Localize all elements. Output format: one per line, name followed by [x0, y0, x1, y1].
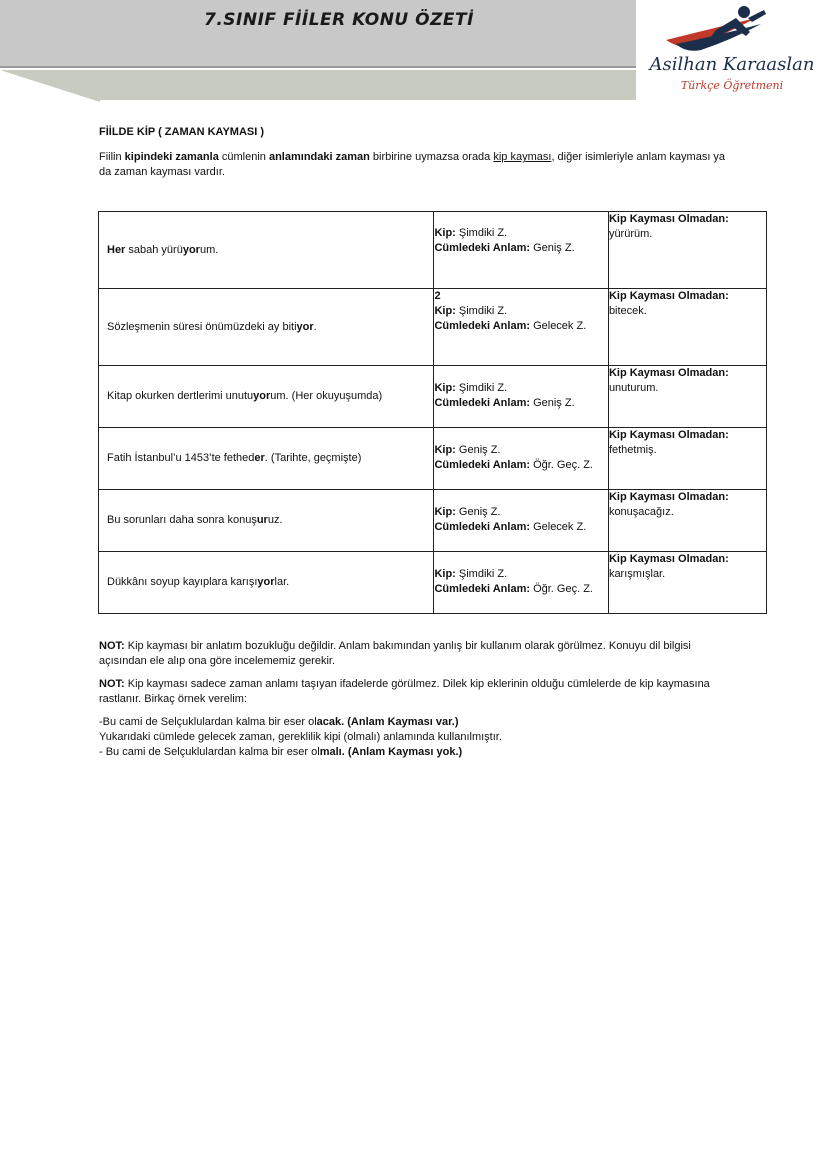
anlam-label: Cümledeki Anlam: — [434, 583, 531, 595]
sentence-bold: Her — [107, 243, 126, 256]
kip-label: Kip: — [434, 227, 456, 239]
kip-cell — [434, 289, 608, 366]
example-bold: acak. (Anlam Kayması var.) — [316, 716, 459, 728]
orig-label: Kip Kayması Olmadan: — [608, 429, 729, 441]
anlam-line — [434, 520, 607, 535]
sentence-text: ı — [254, 576, 258, 588]
kip-value: Şimdiki Z. — [455, 568, 508, 580]
anlam-label: Cümledeki Anlam: — [434, 242, 531, 254]
kip-line — [434, 381, 607, 396]
intro-bold: anlamındaki zaman — [268, 151, 370, 163]
orig-value: konuşacağız. — [608, 506, 674, 518]
sentence-text: Fatih İstanbul’u 1453’te fethed — [107, 452, 255, 464]
sentence-cell — [99, 212, 434, 289]
sentence-text: Dükkânı soyup kayıplara karış — [107, 576, 255, 588]
kip-cell — [434, 366, 608, 428]
anlam-line — [434, 241, 607, 256]
kip-line — [434, 505, 607, 520]
note-text: Kip kayması sadece zaman anlamı taşıyan ifadelerde görülmez. Dilek kip eklerinin olduğu cümlelerde de kip kaymasına rastlanır. Birkaç örnek verelim: — [99, 678, 710, 705]
sentence-text: uz. — [267, 514, 283, 526]
original-cell — [608, 366, 766, 428]
section-title: FİİLDE KİP ( ZAMAN KAYMASI ) — [99, 126, 265, 138]
table-row — [99, 212, 767, 289]
anlam-value: Gelecek Z. — [530, 320, 587, 332]
kip-table-body — [99, 212, 767, 614]
sentence-cell — [99, 490, 434, 552]
note-text: Kip kayması bir anlatım bozukluğu değildir. Anlam bakımından yanlış bir kullanım olarak görülmez. Konuyu dil bilgisi açısından ele alıp ona göre incelememiz gerekir. — [99, 640, 691, 667]
orig-label: Kip Kayması Olmadan: — [608, 367, 729, 379]
example-3 — [99, 745, 739, 760]
section-intro — [99, 125, 729, 180]
page-title: 7.SINIF FİİLER KONU ÖZETİ — [204, 10, 474, 30]
anlam-value: Öğr. Geç. Z. — [530, 583, 593, 595]
anlam-line — [434, 319, 607, 334]
runner-icon — [636, 0, 828, 60]
anlam-line — [434, 396, 607, 411]
orig-value: yürürüm. — [608, 228, 653, 240]
note-label: NOT: — [99, 678, 125, 690]
sentence-bold: yor — [257, 576, 275, 588]
kip-value: Şimdiki Z. — [455, 382, 508, 394]
note-2 — [99, 677, 739, 707]
example-1 — [99, 715, 739, 730]
anlam-label: Cümledeki Anlam: — [434, 320, 531, 332]
orig-label: Kip Kayması Olmadan: — [608, 553, 729, 565]
orig-value: unuturum. — [608, 382, 659, 394]
table-row — [99, 552, 767, 614]
example-2 — [99, 730, 739, 745]
sentence-text: lar. — [274, 576, 290, 588]
table-row — [99, 289, 767, 366]
orig-label: Kip Kayması Olmadan: — [608, 491, 729, 503]
anlam-line — [434, 458, 607, 473]
intro-underlined: kip kayması — [493, 151, 552, 163]
kip-info — [434, 366, 607, 411]
orig-value: bitecek. — [608, 305, 647, 317]
sentence-text: . — [313, 320, 317, 333]
note-label: NOT: — [99, 640, 125, 652]
anlam-label: Cümledeki Anlam: — [434, 521, 531, 533]
intro-paragraph — [99, 150, 729, 180]
sentence-text: Bu sorunları daha sonra konuş — [107, 514, 257, 526]
kip-cell — [434, 490, 608, 552]
header-strip — [96, 70, 730, 100]
kip-label: Kip: — [434, 506, 456, 518]
logo — [636, 0, 828, 104]
sentence-bold: yor — [182, 243, 200, 256]
kip-value: Şimdiki Z. — [455, 305, 508, 317]
kip-line — [434, 304, 607, 319]
kip-label: Kip: — [434, 568, 456, 580]
original-cell — [608, 212, 766, 289]
kip-line — [434, 443, 607, 458]
original-cell — [608, 552, 766, 614]
kip-line — [434, 226, 607, 241]
sentence-bold: yor — [296, 320, 314, 333]
original-cell — [608, 490, 766, 552]
sentence-text: sabah yürü — [125, 243, 183, 256]
sentence-bold: ur — [256, 514, 268, 526]
kip-info — [434, 552, 607, 597]
anlam-value: Geniş Z. — [530, 242, 575, 254]
sentence-text: um. (Her okuyuşumda) — [270, 390, 383, 402]
sentence-text: Kitap okurken dertlerimi unutu — [107, 390, 254, 402]
kip-cell — [434, 428, 608, 490]
orig-value: fethetmiş. — [608, 444, 657, 456]
row-marker: 2 — [434, 290, 441, 302]
example-bold: malı. (Anlam Kayması yok.) — [319, 746, 463, 758]
kip-cell — [434, 212, 608, 289]
intro-text: cümlenin — [218, 151, 269, 163]
sentence-cell — [99, 366, 434, 428]
header-decoration — [0, 70, 100, 102]
kip-value: Şimdiki Z. — [455, 227, 508, 239]
intro-text: Fiilin — [99, 151, 125, 163]
kip-label: Kip: — [434, 444, 456, 456]
sentence-bold: er — [254, 452, 265, 464]
anlam-value: Gelecek Z. — [530, 521, 587, 533]
sentence-cell — [99, 289, 434, 366]
logo-name: Asilhan Karaaslan — [649, 54, 815, 75]
kip-info — [434, 304, 607, 334]
kip-info — [434, 212, 607, 256]
kip-value: Geniş Z. — [455, 444, 501, 456]
sentence-text: Sözleşmenin süresi önümüzdeki ay biti — [107, 320, 297, 333]
table-row — [99, 428, 767, 490]
kip-info — [434, 428, 607, 473]
table-row — [99, 490, 767, 552]
original-cell — [608, 289, 766, 366]
anlam-label: Cümledeki Anlam: — [434, 459, 531, 471]
sentence-cell — [99, 428, 434, 490]
sentence-cell — [99, 552, 434, 614]
anlam-label: Cümledeki Anlam: — [434, 397, 531, 409]
logo-subtitle: Türkçe Öğretmeni — [680, 79, 784, 92]
intro-bold: kipindeki zamanla — [124, 151, 219, 163]
kip-value: Geniş Z. — [455, 506, 501, 518]
kip-label: Kip: — [434, 305, 456, 317]
notes-section — [99, 639, 739, 760]
anlam-value: Geniş Z. — [530, 397, 575, 409]
example-text: Yukarıdaki cümlede gelecek zaman, gereklilik kipi (olmalı) anlamında kullanılmıştır. — [99, 731, 502, 743]
intro-text: , diğer isimleriyle anlam kayması ya da zaman kayması vardır. — [99, 151, 726, 178]
orig-label: Kip Kayması Olmadan: — [608, 213, 729, 225]
intro-text: birbirine uymazsa orada — [369, 151, 494, 163]
sentence-bold: yor — [253, 390, 271, 402]
example-text: -Bu cami de Selçuklulardan kalma bir eser ol — [99, 716, 317, 728]
original-cell — [608, 428, 766, 490]
anlam-line — [434, 582, 607, 597]
examples — [99, 715, 739, 760]
kip-table — [98, 211, 767, 614]
kip-line — [434, 567, 607, 582]
sentence-text: . (Tarihte, geçmişte) — [264, 452, 362, 464]
table-row — [99, 366, 767, 428]
example-text: - Bu cami de Selçuklulardan kalma bir eser ol — [99, 746, 320, 758]
orig-value: karışmışlar. — [608, 568, 666, 580]
header-bar — [0, 0, 636, 68]
sentence-text: um. — [199, 243, 219, 256]
kip-label: Kip: — [434, 382, 456, 394]
kip-cell — [434, 552, 608, 614]
note-1 — [99, 639, 739, 669]
orig-label: Kip Kayması Olmadan: — [608, 290, 729, 302]
kip-info — [434, 490, 607, 535]
anlam-value: Öğr. Geç. Z. — [530, 459, 593, 471]
